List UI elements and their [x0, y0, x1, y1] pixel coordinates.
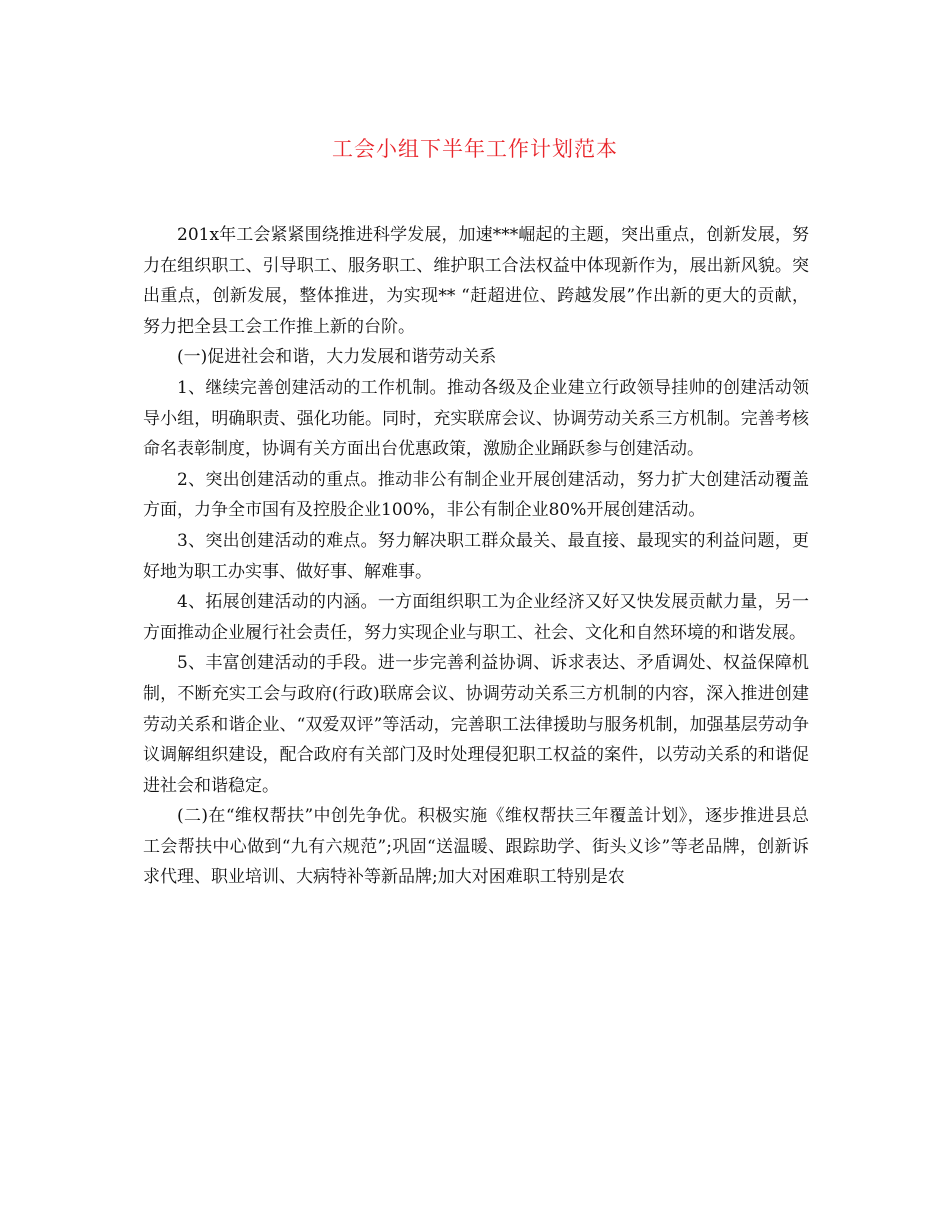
paragraph-item-3: 3、突出创建活动的难点。努力解决职工群众最关、最直接、最现实的利益问题，更好地为职工办实事、做好事、解难事。: [143, 530, 809, 582]
document-title: 工会小组下半年工作计划范本: [332, 137, 618, 161]
paragraph-item-4: 4、拓展创建活动的内涵。一方面组织职工为企业经济又好又快发展贡献力量，另一方面推动企业履行社会责任，努力实现企业与职工、社会、文化和自然环境的和谐发展。: [143, 592, 809, 643]
paragraph-item-2: 2、突出创建活动的重点。推动非公有制企业开展创建活动，努力扩大创建活动覆盖方面，力争全市国有及控股企业100%，非公有制企业80%开展创建活动。: [143, 469, 809, 521]
paragraph-item-5: 5、丰富创建活动的手段。进一步完善利益协调、诉求表达、矛盾调处、权益保障机制，不断充实工会与政府(行政)联席会议、协调劳动关系三方机制的内容，深入推进创建劳动关系和谐企业、“双爱双评”等活动，完善职工法律援助与服务机制，加强基层劳动争议调解组织建设，配合政府有关部门及时处理侵犯职工权益的案件，以劳动关系的和谐促进社会和谐稳定。: [143, 653, 809, 796]
document-body: [143, 220, 809, 893]
paragraph-intro: 201x年工会紧紧围绕推进科学发展，加速***崛起的主题，突出重点，创新发展，努力在组织职工、引导职工、服务职工、维护职工合法权益中体现新作为，展出新风貌。突出重点，创新发展，整体推进，为实现** “赶超进位、跨越发展”作出新的更大的贡献，努力把全县工会工作推上新的台阶。: [143, 225, 809, 337]
paragraph-item-1: 1、继续完善创建活动的工作机制。推动各级及企业建立行政领导挂帅的创建活动领导小组，明确职责、强化功能。同时，充实联席会议、协调劳动关系三方机制。完善考核命名表彰制度，协调有关方面出台优惠政策，激励企业踊跃参与创建活动。: [143, 377, 809, 460]
section-heading-2: (二)在“维权帮扶”中创先争优。积极实施《维权帮扶三年覆盖计划》，逐步推进县总工会帮扶中心做到“九有六规范”;巩固“送温暖、跟踪助学、街头义诊”等老品牌，创新诉求代理、职业培训、大病特补等新品牌;加大对困难职工特别是农: [143, 806, 809, 888]
section-heading-1: (一)促进社会和谐，大力发展和谐劳动关系: [177, 347, 497, 368]
